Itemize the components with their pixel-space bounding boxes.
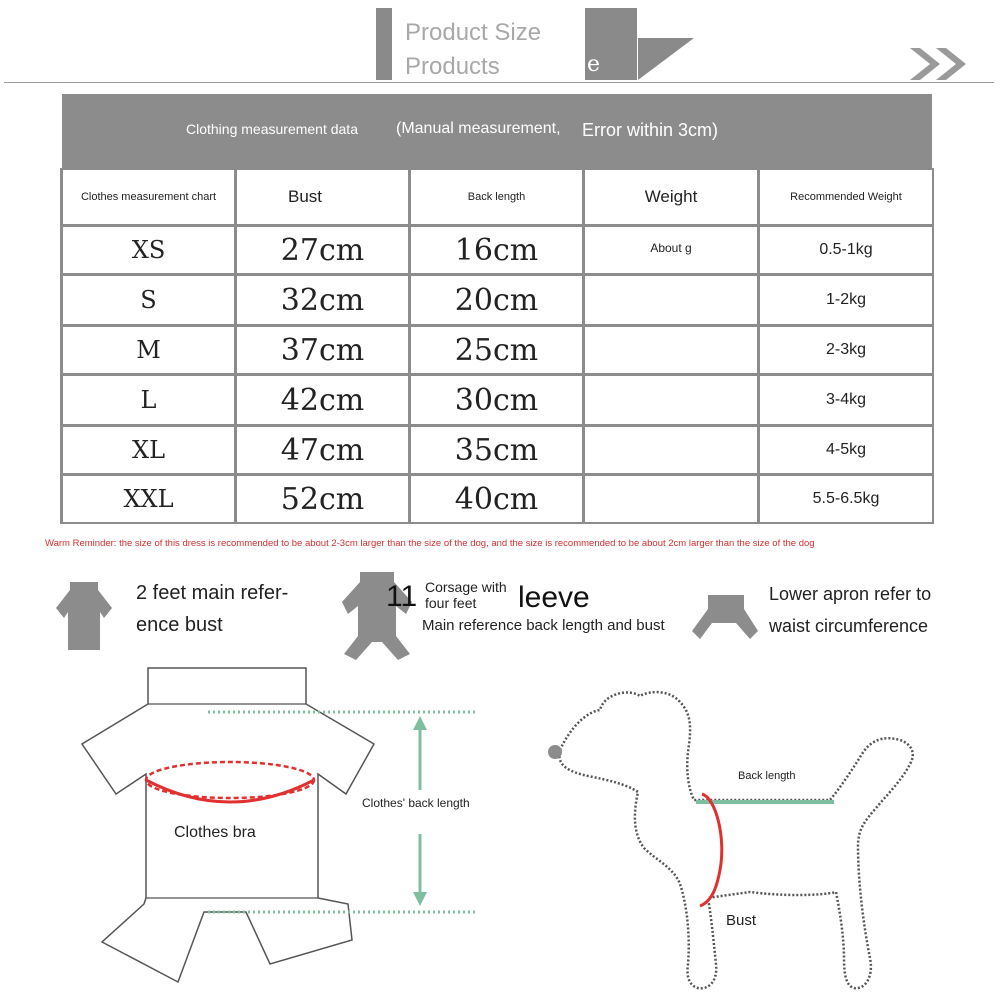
double-chevron-icon: [910, 46, 974, 82]
table-cell-back-length: 25cm: [411, 327, 582, 373]
table-cell-bust: 47cm: [237, 427, 408, 473]
lower-apron-text: Lower apron refer to waist circumference: [769, 584, 932, 636]
page-title: [405, 16, 541, 84]
table-cell-bust: 42cm: [237, 376, 408, 424]
table-cell-weight: [585, 476, 757, 522]
table-cell-size: M: [63, 327, 234, 373]
table-banner: [62, 94, 932, 168]
table-cell-size: XS: [63, 227, 234, 273]
arrow-down-icon: [413, 892, 427, 906]
clothes-bra-label: Clothes bra: [174, 824, 256, 841]
table-cell-recommended: 2-3kg: [760, 327, 932, 373]
two-leg-shirt-icon: [56, 580, 112, 652]
col-header-chart: Clothes measurement chart: [63, 170, 234, 224]
banner-text-2: (Manual measurement,: [396, 120, 561, 137]
title-line-1: Product Size: [405, 19, 542, 46]
table-cell-recommended: 5.5-6.5kg: [760, 476, 932, 522]
four-feet-number: 11: [386, 580, 418, 613]
table-cell-size: XXL: [63, 476, 234, 522]
table-cell-recommended: 3-4kg: [760, 376, 932, 424]
two-feet-text: 2 feet main refer- ence bust: [136, 582, 289, 636]
table-cell-recommended: 4-5kg: [760, 427, 932, 473]
col-header-recommended-weight: Recommended Weight: [760, 170, 932, 224]
table-cell-back-length: 20cm: [411, 276, 582, 324]
dog-outline: [559, 692, 912, 988]
table-cell-weight: [585, 327, 757, 373]
table-cell-recommended: 0.5-1kg: [760, 227, 932, 273]
table-cell-bust: 52cm: [237, 476, 408, 522]
dog-bust-label: Bust: [726, 912, 757, 929]
four-feet-subtitle: Main reference back length and bust: [422, 617, 665, 634]
title-line-2: Products: [405, 53, 500, 80]
apron-icon: [692, 593, 758, 649]
banner-text-3: Error within 3cm): [582, 120, 719, 140]
size-table: [60, 168, 934, 524]
table-cell-back-length: 35cm: [411, 427, 582, 473]
dog-bust-ring: [700, 794, 722, 906]
four-feet-suffix: leeve: [518, 581, 590, 614]
dog-diagram: [540, 688, 924, 1000]
clothes-back-length-label: Clothes' back length: [362, 796, 470, 810]
table-cell-back-length: 40cm: [411, 476, 582, 522]
table-cell-weight: [585, 376, 757, 424]
table-cell-bust: 32cm: [237, 276, 408, 324]
col-header-bust: Bust: [237, 170, 408, 224]
warm-reminder: Warm Reminder: the size of this dress is recommended to be about 2-3cm larger than the size of the dog, and the size is recommended to be about 2cm larger than the size of the dog: [45, 538, 815, 549]
dog-nose-icon: [548, 745, 562, 759]
table-cell-size: L: [63, 376, 234, 424]
clothes-diagram: [80, 664, 490, 1000]
header-accent-wedge: [638, 38, 694, 80]
banner-text-1: Clothing measurement data: [186, 121, 358, 137]
table-cell-weight: [585, 427, 757, 473]
table-cell-back-length: 16cm: [411, 227, 582, 273]
col-header-weight: Weight: [585, 170, 757, 224]
table-cell-bust: 37cm: [237, 327, 408, 373]
table-cell-bust: 27cm: [237, 227, 408, 273]
four-feet-caption: Corsage with four feet: [425, 579, 507, 611]
table-cell-size: XL: [63, 427, 234, 473]
arrow-up-icon: [413, 716, 427, 730]
title-fragment: e: [587, 52, 601, 77]
table-cell-recommended: 1-2kg: [760, 276, 932, 324]
header-accent-bar: [376, 8, 392, 80]
dog-back-length-label: Back length: [738, 770, 796, 782]
table-cell-size: S: [63, 276, 234, 324]
table-cell-back-length: 30cm: [411, 376, 582, 424]
table-cell-weight: [585, 276, 757, 324]
header-divider: [4, 82, 994, 83]
table-cell-weight: About g: [585, 227, 757, 273]
col-header-back-length: Back length: [411, 170, 582, 224]
